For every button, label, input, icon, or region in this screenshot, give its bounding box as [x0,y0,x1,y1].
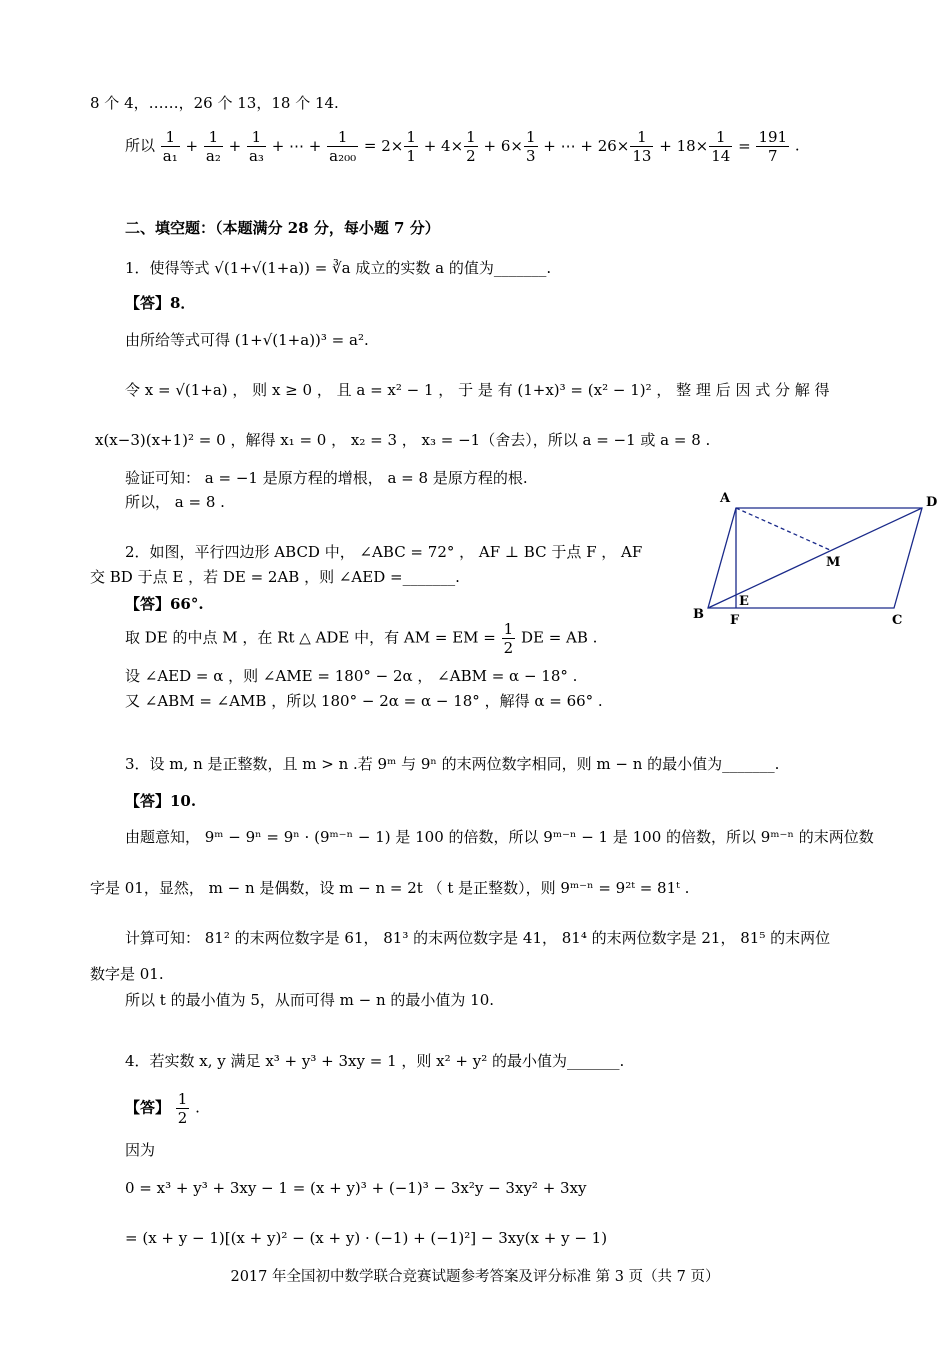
text-line: 又 ∠ABM = ∠AMB ，所以 180° − 2α = α − 18° ，解得 α = 66° . [125,692,603,710]
term-fraction: $\frac{1}{1}$ [406,128,416,165]
text-line: 验证可知： a = −1 是原方程的增根， a = 8 是原方程的根. [125,469,528,487]
text-line: x(x−3)(x+1)² = 0 ，解得 x₁ = 0 ， x₂ = 3 ， x₃ = −1（舍去），所以 a = −1 或 a = 8 . [95,431,711,449]
label-f: F [730,613,740,628]
answer-fraction: $\frac{1}{2}$ [177,1090,188,1127]
problem-3-answer: 【答】10. [125,792,197,810]
sum-fraction: $\frac{1}{\text{a₂}}$ [205,128,221,165]
text-line: 所以 t 的最小值为 5，从而可得 m − n 的最小值为 10. [125,991,495,1009]
label-b: B [693,607,704,622]
result-fraction: $\frac{191}{7}$ [758,128,788,165]
text-so: 所以 [125,136,156,155]
text-line: 数字是 01. [90,965,164,983]
line-am [736,508,830,550]
page-footer: 2017 年全国初中数学联合竞赛试题参考答案及评分标准 第 3 页（共 7 页） [230,1269,720,1285]
half-fraction: $\frac{1}{2}$ [503,620,514,657]
text-line: 设 ∠AED = α ，则 ∠AME = 180° − 2α ， ∠ABM = α − 18° . [125,667,578,685]
line-bd [708,508,922,608]
section-title: 二、填空题：（本题满分 28 分，每小题 7 分） [125,219,440,237]
problem-4-answer: 【答】 $\frac{1}{2}$ . [125,1090,200,1127]
equals-sign: = [363,136,377,155]
problem-2-answer: 【答】66°. [125,595,204,613]
problem-4-question: 4．若实数 x, y 满足 x³ + y³ + 3xy = 1 ，则 x² + y² 的最小值为_______. [125,1052,625,1070]
problem-1-answer: 【答】8． [125,294,196,312]
problem-2-question-cont: 交 BD 于点 E ，若 DE = 2AB ，则 ∠AED =_______. [90,568,460,586]
label-c: C [892,613,903,628]
problem-1-question: 1．使得等式 √(1+√(1+a)) = ∛a 成立的实数 a 的值为_______. [125,259,552,277]
text-line: 所以， a = 8 . [125,493,225,511]
label-d: D [926,495,938,510]
sum-equation: 所以 $\frac{1}{\text{a₁}}$ + $\frac{1}{\text{a₂}}$ + $\frac{1}{\text{a₃}}$ + ⋯ + $\frac{1}{\text{a₂₀₀}}$ = 2× $\frac{1}{1}$ + 4× $\frac{1}{2}$ + 6× $\frac{1}{3}$ + ⋯ + 26× $\frac{1}{13}$ + 18× $\frac{1}{14}$ = $\frac{191}{7}$ . [125,128,800,165]
text-line: 0 = x³ + y³ + 3xy − 1 = (x + y)³ + (−1)³ − 3x²y − 3xy² + 3xy [125,1179,587,1197]
text-line: 因为 [125,1141,156,1159]
sum-fraction: $\frac{1}{\text{a₃}}$ [248,128,264,165]
problem-2-question: 2．如图，平行四边形 ABCD 中， ∠ABC = 72° ， AF ⊥ BC 于点 F ， AF [125,543,643,561]
term-fraction: $\frac{1}{13}$ [632,128,652,165]
text-line: 计算可知： 81² 的末两位数字是 61， 81³ 的末两位数字是 41， 81⁴ 的末两位数字是 21， 81⁵ 的末两位 [125,929,831,947]
text-line: 由所给等式可得 (1+√(1+a))³ = a². [125,331,369,349]
sum-fraction: $\frac{1}{\text{a₂₀₀}}$ [329,128,357,165]
text-line: 字是 01，显然， m − n 是偶数，设 m − n = 2t （ t 是正整数），则 9ᵐ⁻ⁿ = 9²ᵗ = 81ᵗ . [90,879,690,897]
text-line: 令 x = √(1+a) ， 则 x ≥ 0 ， 且 a = x² − 1 ， 于 是 有 (1+x)³ = (x² − 1)² ， 整 理 后 因 式 分 解 得 [125,381,830,399]
text-line: 取 DE 的中点 M ，在 Rt △ ADE 中，有 AM = EM = $\frac{1}{2}$ DE = AB . [125,620,598,657]
term-fraction: $\frac{1}{14}$ [711,128,731,165]
label-m: M [826,555,841,570]
text-line: 8 个 4，……，26 个 13，18 个 14. [90,94,339,112]
sum-fraction: $\frac{1}{\text{a₁}}$ [162,128,178,165]
problem-3-question: 3．设 m, n 是正整数，且 m > n .若 9ᵐ 与 9ⁿ 的末两位数字相同，则 m − n 的最小值为_______. [125,755,780,773]
label-e: E [739,594,749,609]
text-line: 由题意知， 9ᵐ − 9ⁿ = 9ⁿ · (9ᵐ⁻ⁿ − 1) 是 100 的倍数，所以 9ᵐ⁻ⁿ − 1 是 100 的倍数，所以 9ᵐ⁻ⁿ 的末两位数 [125,828,874,846]
term-fraction: $\frac{1}{2}$ [466,128,476,165]
text-line: = (x + y − 1)[(x + y)² − (x + y) · (−1) + (−1)²] − 3xy(x + y − 1) [125,1229,608,1247]
label-a: A [720,491,731,506]
parallelogram-figure [690,488,940,633]
term-fraction: $\frac{1}{3}$ [525,128,536,165]
